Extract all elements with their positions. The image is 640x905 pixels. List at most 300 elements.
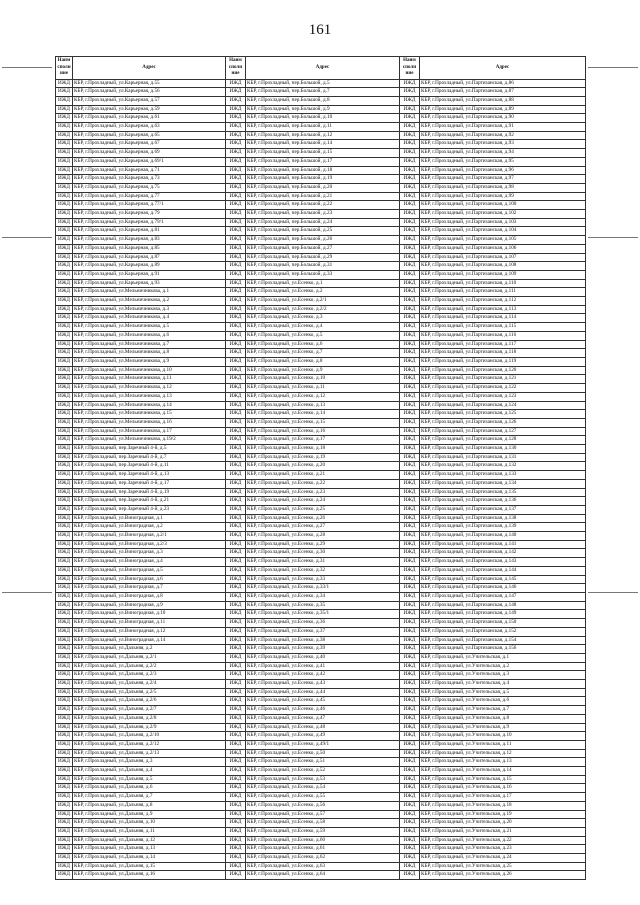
cell-address: КБР, г.Прохладный, ул.Мельничникова, д.10 [73,366,226,375]
cell-address: КБР, г.Прохладный, ул.Карьерная, д.81 [73,227,226,236]
cell-type: ИЖД [56,575,73,584]
cell-address: КБР, г.Прохладный, ул.Карьерная, д.77/1 [73,201,226,210]
table-row [56,88,586,97]
table-row [56,358,586,367]
cell-type: ИЖД [226,201,246,210]
cell-address: КБР, г.Прохладный, ул.Дальняя, д.2/2 [73,662,226,671]
table-row [56,453,586,462]
cell-address: КБР, г.Прохладный, ул.Партизанская, д.90 [420,114,586,123]
cell-address: КБР, г.Прохладный, ул.Есенко, д.5 [246,331,400,340]
cell-type: ИЖД [56,584,73,593]
header-address-2: Адрес [246,57,400,80]
cell-address: КБР, г.Прохладный, ул.Партизанская, д.143 [420,558,586,567]
cell-type: ИЖД [226,349,246,358]
cell-address: КБР, г.Прохладный, пер.Заречный 4-й, д.19 [73,488,226,497]
cell-address: КБР, г.Прохладный, ул.Учительская, д.10 [420,732,586,741]
cell-address: КБР, г.Прохладный, ул.Мельничникова, д.15 [73,410,226,419]
cell-address: КБР, г.Прохладный, ул.Есенко, д.16 [246,427,400,436]
cell-address: КБР, г.Прохладный, пер.Большой, д.10 [246,114,400,123]
cell-address: КБР, г.Прохладный, ул.Есенко, д.30 [246,549,400,558]
cell-address: КБР, г.Прохладный, пер.Заречный 4-й, д.23 [73,505,226,514]
table-row [56,366,586,375]
cell-address: КБР, г.Прохладный, ул.Есенко, д.57 [246,810,400,819]
table-row [56,810,586,819]
cell-type: ИЖД [226,619,246,628]
cell-type: ИЖД [400,836,420,845]
cell-type: ИЖД [226,218,246,227]
table-row [56,471,586,480]
table-row [56,514,586,523]
cell-type: ИЖД [400,105,420,114]
table-row [56,575,586,584]
cell-address: КБР, г.Прохладный, ул.Мельничникова, д.5 [73,323,226,332]
header-address-3: Адрес [420,57,586,80]
page-number: 161 [308,22,332,38]
cell-type: ИЖД [400,123,420,132]
table-row [56,584,586,593]
table-row [56,288,586,297]
cell-address: КБР, г.Прохладный, ул.Партизанская, д.134 [420,479,586,488]
table-row [56,183,586,192]
cell-address: КБР, г.Прохладный, ул.Карьерная, д.75 [73,183,226,192]
table-row [56,801,586,810]
cell-type: ИЖД [400,767,420,776]
cell-type: ИЖД [56,627,73,636]
cell-address: КБР, г.Прохладный, ул.Карьерная, д.69/1 [73,157,226,166]
cell-address: КБР, г.Прохладный, пер.Большой, д.18 [246,166,400,175]
cell-type: ИЖД [400,801,420,810]
cell-address: КБР, г.Прохладный, ул.Партизанская, д.121 [420,375,586,384]
cell-type: ИЖД [400,149,420,158]
cell-type: ИЖД [56,192,73,201]
cell-address: КБР, г.Прохладный, ул.Партизанская, д.126 [420,418,586,427]
cell-address: КБР, г.Прохладный, ул.Партизанская, д.119 [420,358,586,367]
cell-address: КБР, г.Прохладный, ул.Есенко, д.7 [246,349,400,358]
table-row [56,793,586,802]
cell-address: КБР, г.Прохладный, пер.Большой, д.5 [246,79,400,88]
cell-address: КБР, г.Прохладный, пер.Заречный 4-й, д.11 [73,462,226,471]
table-row [56,619,586,628]
table-row [56,479,586,488]
cell-type: ИЖД [400,871,420,880]
cell-address: КБР, г.Прохладный, ул.Виноградная, д.3 [73,549,226,558]
table-row [56,688,586,697]
cell-type: ИЖД [226,375,246,384]
cell-type: ИЖД [56,279,73,288]
cell-address: КБР, г.Прохладный, пер.Большой, д.19 [246,175,400,184]
cell-type: ИЖД [226,723,246,732]
cell-address: КБР, г.Прохладный, пер.Большой, д.31 [246,262,400,271]
cell-address: КБР, г.Прохладный, ул.Есенко, д.32 [246,566,400,575]
cell-address: КБР, г.Прохладный, ул.Партизанская, д.145 [420,575,586,584]
table-row [56,714,586,723]
cell-address: КБР, г.Прохладный, ул.Есенко, д.8 [246,358,400,367]
cell-type: ИЖД [400,714,420,723]
cell-type: ИЖД [226,671,246,680]
cell-address: КБР, г.Прохладный, ул.Мельничникова, д.9 [73,358,226,367]
cell-type: ИЖД [226,418,246,427]
cell-type: ИЖД [226,323,246,332]
cell-type: ИЖД [56,331,73,340]
cell-address: КБР, г.Прохладный, пер.Большой, д.17 [246,157,400,166]
table-row [56,784,586,793]
cell-type: ИЖД [226,601,246,610]
table-row [56,349,586,358]
table-row [56,523,586,532]
cell-type: ИЖД [400,392,420,401]
cell-address: КБР, г.Прохладный, ул.Учительская, д.18 [420,801,586,810]
cell-address: КБР, г.Прохладный, ул.Есенко, д.49/1 [246,740,400,749]
cell-type: ИЖД [226,801,246,810]
cell-address: КБР, г.Прохладный, ул.Партизанская, д.94 [420,149,586,158]
cell-type: ИЖД [400,488,420,497]
cell-address: КБР, г.Прохладный, ул.Учительская, д.17 [420,793,586,802]
cell-type: ИЖД [226,767,246,776]
cell-address: КБР, г.Прохладный, пер.Большой, д.9 [246,105,400,114]
cell-type: ИЖД [56,183,73,192]
cell-type: ИЖД [226,592,246,601]
cell-type: ИЖД [56,140,73,149]
table-row [56,236,586,245]
cell-address: КБР, г.Прохладный, ул.Дальняя, д.2/4 [73,680,226,689]
cell-address: КБР, г.Прохладный, ул.Есенко, д.55 [246,793,400,802]
cell-address: КБР, г.Прохладный, ул.Партизанская, д.131 [420,453,586,462]
cell-type: ИЖД [56,680,73,689]
cell-type: ИЖД [56,201,73,210]
table-row [56,540,586,549]
table-row [56,610,586,619]
table-row [56,871,586,880]
cell-address: КБР, г.Прохладный, ул.Учительская, д.7 [420,706,586,715]
cell-address: КБР, г.Прохладный, ул.Виноградная, д.9 [73,601,226,610]
cell-type: ИЖД [226,749,246,758]
cell-type: ИЖД [56,801,73,810]
cell-type: ИЖД [56,96,73,105]
cell-address: КБР, г.Прохладный, ул.Партизанская, д.95 [420,157,586,166]
cell-address: КБР, г.Прохладный, ул.Дальняя, д.2/13 [73,749,226,758]
cell-address: КБР, г.Прохладный, ул.Карьерная, д.69 [73,149,226,158]
cell-address: КБР, г.Прохладный, ул.Дальняя, д.2/12 [73,740,226,749]
cell-address: КБР, г.Прохладный, ул.Карьерная, д.91 [73,270,226,279]
cell-type: ИЖД [400,236,420,245]
cell-address: КБР, г.Прохладный, ул.Есенко, д.62 [246,854,400,863]
cell-type: ИЖД [400,549,420,558]
table-row [56,488,586,497]
table-header-row [56,57,586,80]
cell-address: КБР, г.Прохладный, ул.Партизанская, д.87 [420,88,586,97]
cell-address: КБР, г.Прохладный, ул.Есенко, д.46 [246,706,400,715]
cell-type: ИЖД [226,584,246,593]
cell-type: ИЖД [400,775,420,784]
cell-address: КБР, г.Прохладный, ул.Дальняя, д.2/10 [73,732,226,741]
cell-address: КБР, г.Прохладный, ул.Карьерная, д.87 [73,253,226,262]
cell-address: КБР, г.Прохладный, ул.Партизанская, д.141 [420,540,586,549]
cell-address: КБР, г.Прохладный, ул.Мельничникова, д.12 [73,384,226,393]
cell-type: ИЖД [56,549,73,558]
cell-address: КБР, г.Прохладный, ул.Мельничникова, д.2 [73,297,226,306]
table-row [56,549,586,558]
table-row [56,314,586,323]
cell-type: ИЖД [226,384,246,393]
cell-type: ИЖД [226,784,246,793]
cell-address: КБР, г.Прохладный, ул.Учительская, д.22 [420,836,586,845]
margin-rule-right [588,237,638,238]
cell-address: КБР, г.Прохладный, ул.Дальняя, д.2/9 [73,723,226,732]
table-row [56,270,586,279]
cell-address: КБР, г.Прохладный, ул.Есенко, д.2 [246,288,400,297]
cell-address: КБР, г.Прохладный, пер.Большой, д.23 [246,210,400,219]
table-row [56,201,586,210]
cell-address: КБР, г.Прохладный, ул.Учительская, д.3 [420,671,586,680]
cell-address: КБР, г.Прохладный, ул.Партизанская, д.152 [420,627,586,636]
cell-type: ИЖД [400,418,420,427]
cell-type: ИЖД [226,297,246,306]
cell-address: КБР, г.Прохладный, пер.Большой, д.14 [246,140,400,149]
cell-address: КБР, г.Прохладный, ул.Карьерная, д.79/1 [73,218,226,227]
cell-type: ИЖД [226,697,246,706]
cell-type: ИЖД [226,331,246,340]
cell-address: КБР, г.Прохладный, ул.Партизанская, д.132 [420,462,586,471]
cell-address: КБР, г.Прохладный, пер.Большой, д.15 [246,149,400,158]
cell-type: ИЖД [400,854,420,863]
cell-type: ИЖД [400,349,420,358]
cell-address: КБР, г.Прохладный, ул.Мельничникова, д.19/2 [73,436,226,445]
table-row [56,697,586,706]
cell-type: ИЖД [56,706,73,715]
cell-type: ИЖД [226,366,246,375]
cell-address: КБР, г.Прохладный, ул.Партизанская, д.117 [420,340,586,349]
cell-address: КБР, г.Прохладный, ул.Мельничникова, д.17 [73,427,226,436]
cell-type: ИЖД [226,758,246,767]
cell-address: КБР, г.Прохладный, ул.Партизанская, д.140 [420,532,586,541]
cell-type: ИЖД [226,210,246,219]
cell-address: КБР, г.Прохладный, ул.Есенко, д.60 [246,836,400,845]
cell-address: КБР, г.Прохладный, ул.Карьерная, д.85 [73,244,226,253]
cell-address: КБР, г.Прохладный, ул.Партизанская, д.104 [420,227,586,236]
cell-type: ИЖД [56,871,73,880]
cell-type: ИЖД [400,688,420,697]
cell-address: КБР, г.Прохладный, ул.Есенко, д.21 [246,471,400,480]
cell-type: ИЖД [226,183,246,192]
cell-address: КБР, г.Прохладный, ул.Есенко, д.24 [246,497,400,506]
cell-address: КБР, г.Прохладный, ул.Виноградная, д.12 [73,627,226,636]
cell-address: КБР, г.Прохладный, ул.Есенко, д.2/1 [246,297,400,306]
cell-type: ИЖД [56,862,73,871]
cell-type: ИЖД [400,592,420,601]
table-row [56,497,586,506]
cell-address: КБР, г.Прохладный, пер.Большой, д.7 [246,88,400,97]
cell-address: КБР, г.Прохладный, ул.Есенко, д.58 [246,819,400,828]
cell-type: ИЖД [56,297,73,306]
cell-type: ИЖД [400,305,420,314]
cell-address: КБР, г.Прохладный, ул.Партизанская, д.130 [420,445,586,454]
cell-type: ИЖД [56,123,73,132]
cell-type: ИЖД [400,523,420,532]
cell-address: КБР, г.Прохладный, пер.Большой, д.27 [246,244,400,253]
cell-address: КБР, г.Прохладный, ул.Партизанская, д.102 [420,210,586,219]
cell-address: КБР, г.Прохладный, ул.Партизанская, д.110 [420,279,586,288]
cell-address: КБР, г.Прохладный, ул.Дальняя, д.10 [73,819,226,828]
cell-address: КБР, г.Прохладный, ул.Есенко, д.15 [246,418,400,427]
cell-address: КБР, г.Прохладный, ул.Дальняя, д.13 [73,845,226,854]
cell-address: КБР, г.Прохладный, ул.Есенко, д.6 [246,340,400,349]
table-row [56,845,586,854]
table-row [56,392,586,401]
table-row [56,505,586,514]
cell-type: ИЖД [56,662,73,671]
cell-address: КБР, г.Прохладный, ул.Есенко, д.35 [246,601,400,610]
table-row [56,175,586,184]
cell-address: КБР, г.Прохладный, ул.Учительская, д.19 [420,810,586,819]
cell-address: КБР, г.Прохладный, ул.Партизанская, д.156 [420,645,586,654]
cell-address: КБР, г.Прохладный, ул.Есенко, д.23 [246,488,400,497]
cell-address: КБР, г.Прохладный, ул.Учительская, д.6 [420,697,586,706]
cell-type: ИЖД [56,836,73,845]
cell-address: КБР, г.Прохладный, ул.Партизанская, д.89 [420,105,586,114]
cell-address: КБР, г.Прохладный, ул.Дальняя, д.2/8 [73,714,226,723]
cell-type: ИЖД [226,854,246,863]
cell-address: КБР, г.Прохладный, ул.Мельничникова, д.14 [73,401,226,410]
cell-type: ИЖД [400,479,420,488]
cell-address: КБР, г.Прохладный, ул.Есенко, д.63 [246,862,400,871]
cell-type: ИЖД [226,653,246,662]
cell-address: КБР, г.Прохладный, ул.Карьерная, д.71 [73,166,226,175]
cell-type: ИЖД [400,697,420,706]
cell-type: ИЖД [400,819,420,828]
cell-type: ИЖД [226,680,246,689]
cell-address: КБР, г.Прохладный, ул.Есенко, д.34 [246,592,400,601]
table-row [56,706,586,715]
cell-address: КБР, г.Прохладный, ул.Карьерная, д.59 [73,105,226,114]
cell-address: КБР, г.Прохладный, ул.Партизанская, д.154 [420,636,586,645]
cell-type: ИЖД [56,505,73,514]
cell-type: ИЖД [400,758,420,767]
cell-address: КБР, г.Прохладный, ул.Учительская, д.13 [420,758,586,767]
cell-address: КБР, г.Прохладный, пер.Заречный 4-й, д.7 [73,453,226,462]
cell-type: ИЖД [226,819,246,828]
cell-address: КБР, г.Прохладный, ул.Виноградная, д.14 [73,636,226,645]
cell-type: ИЖД [400,288,420,297]
cell-address: КБР, г.Прохладный, ул.Карьерная, д.56 [73,88,226,97]
cell-type: ИЖД [56,819,73,828]
cell-type: ИЖД [226,175,246,184]
cell-address: КБР, г.Прохладный, ул.Карьерная, д.67 [73,140,226,149]
cell-type: ИЖД [400,740,420,749]
cell-type: ИЖД [400,427,420,436]
table-row [56,149,586,158]
cell-type: ИЖД [400,96,420,105]
table-row [56,636,586,645]
table-row [56,819,586,828]
cell-type: ИЖД [226,314,246,323]
cell-type: ИЖД [400,706,420,715]
cell-type: ИЖД [226,610,246,619]
cell-type: ИЖД [226,105,246,114]
cell-type: ИЖД [56,497,73,506]
cell-type: ИЖД [400,166,420,175]
cell-address: КБР, г.Прохладный, пер.Большой, д.20 [246,183,400,192]
cell-type: ИЖД [56,384,73,393]
cell-address: КБР, г.Прохладный, ул.Есенко, д.10 [246,375,400,384]
cell-type: ИЖД [400,514,420,523]
header-address-1: Адрес [73,57,226,80]
cell-type: ИЖД [400,827,420,836]
cell-address: КБР, г.Прохладный, ул.Учительская, д.25 [420,862,586,871]
cell-address: КБР, г.Прохладный, ул.Партизанская, д.124 [420,401,586,410]
cell-type: ИЖД [400,810,420,819]
cell-type: ИЖД [56,410,73,419]
cell-type: ИЖД [400,653,420,662]
table-row [56,331,586,340]
table-row [56,592,586,601]
cell-address: КБР, г.Прохладный, ул.Виноградная, д.7 [73,584,226,593]
cell-type: ИЖД [400,680,420,689]
table-row [56,427,586,436]
cell-address: КБР, г.Прохладный, ул.Партизанская, д.116 [420,331,586,340]
cell-type: ИЖД [56,105,73,114]
cell-address: КБР, г.Прохладный, ул.Дальняя, д.6 [73,784,226,793]
cell-type: ИЖД [56,845,73,854]
cell-address: КБР, г.Прохладный, пер.Большой, д.22 [246,201,400,210]
cell-type: ИЖД [56,175,73,184]
table-row [56,462,586,471]
cell-type: ИЖД [56,697,73,706]
cell-type: ИЖД [226,262,246,271]
cell-address: КБР, г.Прохладный, ул.Учительская, д.9 [420,723,586,732]
cell-address: КБР, г.Прохладный, ул.Есенко, д.4 [246,323,400,332]
margin-rule-left [2,592,52,593]
cell-type: ИЖД [400,114,420,123]
cell-type: ИЖД [56,688,73,697]
cell-address: КБР, г.Прохладный, ул.Партизанская, д.150 [420,619,586,628]
cell-address: КБР, г.Прохладный, ул.Партизанская, д.122 [420,384,586,393]
cell-type: ИЖД [400,784,420,793]
cell-type: ИЖД [400,575,420,584]
cell-address: КБР, г.Прохладный, ул.Партизанская, д.115 [420,323,586,332]
cell-address: КБР, г.Прохладный, ул.Есенко, д.13 [246,401,400,410]
cell-address: КБР, г.Прохладный, ул.Дальняя, д.12 [73,836,226,845]
cell-type: ИЖД [56,767,73,776]
cell-address: КБР, г.Прохладный, ул.Партизанская, д.99 [420,192,586,201]
table-row [56,131,586,140]
cell-address: КБР, г.Прохладный, ул.Есенко, д.28 [246,532,400,541]
cell-address: КБР, г.Прохладный, пер.Большой, д.12 [246,131,400,140]
cell-address: КБР, г.Прохладный, ул.Мельничникова, д.16 [73,418,226,427]
cell-type: ИЖД [400,445,420,454]
cell-type: ИЖД [56,366,73,375]
cell-address: КБР, г.Прохладный, ул.Партизанская, д.91 [420,123,586,132]
cell-type: ИЖД [226,479,246,488]
table-row [56,262,586,271]
cell-address: КБР, г.Прохладный, ул.Есенко, д.51 [246,758,400,767]
table-row [56,854,586,863]
cell-type: ИЖД [400,244,420,253]
header-type-1: Наим сполн ние [56,57,73,80]
table-row [56,558,586,567]
cell-type: ИЖД [400,610,420,619]
cell-type: ИЖД [400,88,420,97]
cell-type: ИЖД [56,610,73,619]
cell-address: КБР, г.Прохладный, ул.Партизанская, д.128 [420,436,586,445]
cell-address: КБР, г.Прохладный, ул.Есенко, д.36 [246,619,400,628]
table-row [56,767,586,776]
cell-type: ИЖД [226,279,246,288]
cell-type: ИЖД [400,532,420,541]
cell-address: КБР, г.Прохладный, ул.Виноградная, д.10 [73,610,226,619]
cell-type: ИЖД [56,227,73,236]
cell-address: КБР, г.Прохладный, ул.Партизанская, д.92 [420,131,586,140]
cell-type: ИЖД [226,497,246,506]
